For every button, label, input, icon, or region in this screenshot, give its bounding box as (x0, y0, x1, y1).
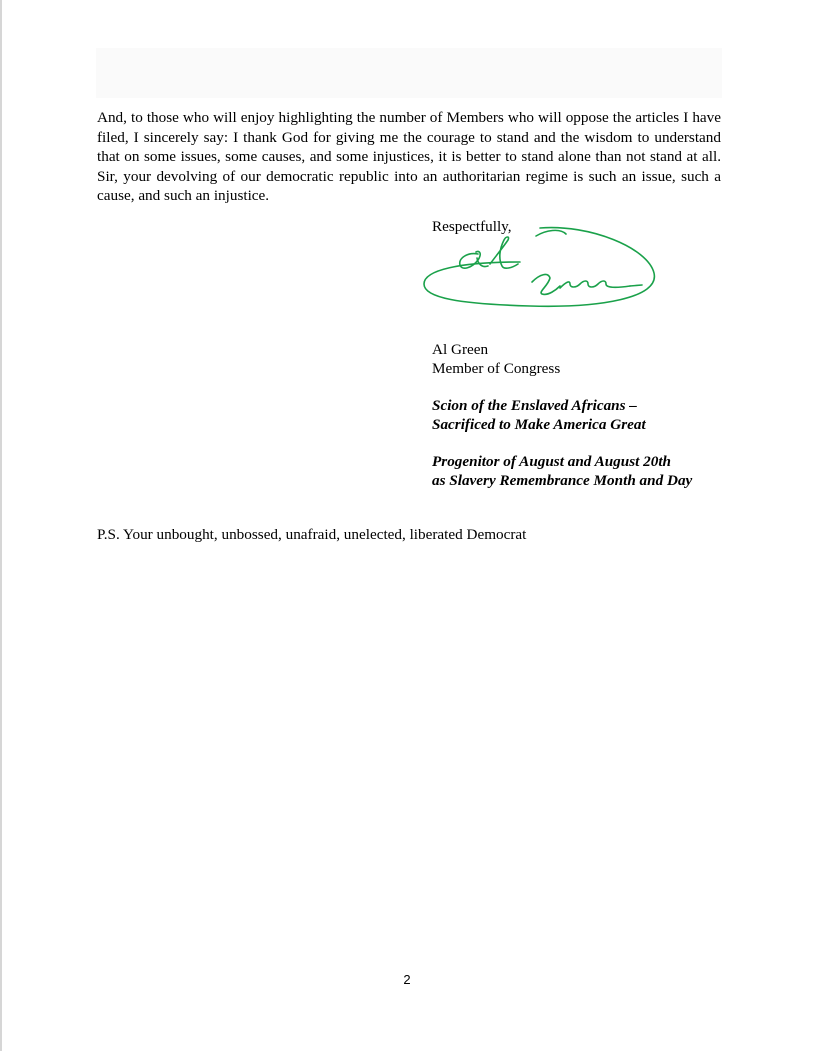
signer-name: Al Green (432, 341, 489, 358)
postscript: P.S. Your unbought, unbossed, unafraid, unelected, liberated Democrat (97, 526, 527, 543)
honorific-2-line-1: Progenitor of August and August 20th (432, 452, 671, 470)
handwritten-signature (420, 218, 660, 308)
signature-block (432, 340, 692, 490)
signer-title: Member of Congress (432, 360, 561, 378)
honorific-2-line-2: as Slavery Remembrance Month and Day (432, 472, 693, 490)
page-edge (0, 0, 2, 1051)
closing-salutation: Respectfully, (432, 218, 512, 235)
body-paragraph: And, to those who will enjoy highlighting the number of Members who will oppose the articles I have filed, I sincerely say: I thank God for giving me the courage to stand and the wisdom to understand that on some issues, some causes, and some injustices, it is better to stand alone than not stand at all. Sir, your devolving of our democratic republic into an authoritarian regime is such an issue, such a cause, and such an injustice. (97, 109, 721, 205)
honorific-1-line-1: Scion of the Enslaved Africans – (432, 396, 637, 414)
header-band (96, 48, 722, 98)
page-number: 2 (403, 972, 411, 987)
honorific-1-line-2: Sacrificed to Make America Great (432, 416, 646, 434)
